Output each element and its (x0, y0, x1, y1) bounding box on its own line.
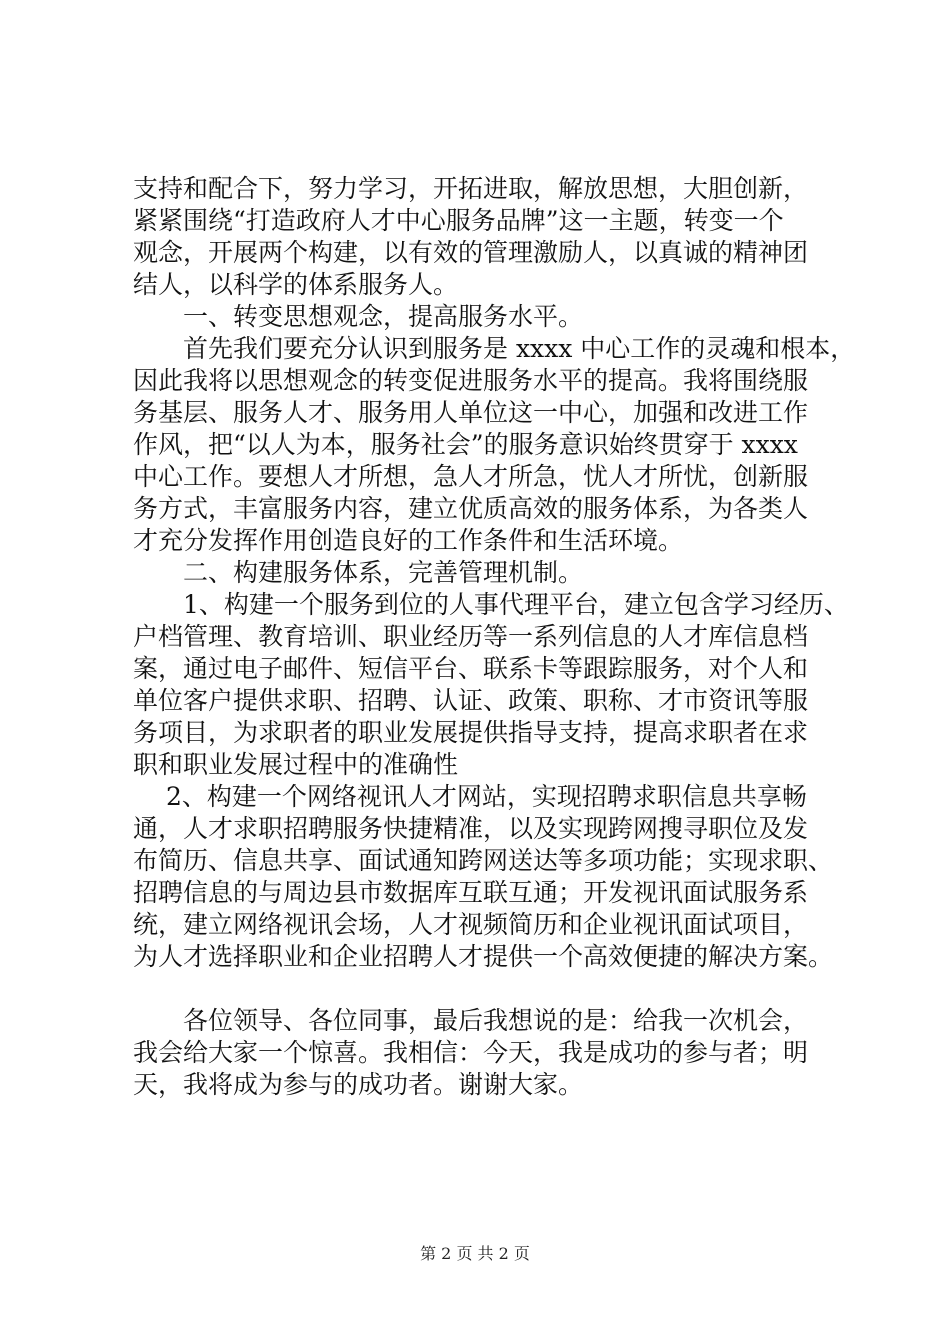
text-line: 为人才选择职业和企业招聘人才提供一个高效便捷的解决方案。 (133, 942, 834, 971)
text-line: 首先我们要充分认识到服务是 xxxx 中心工作的灵魂和根本， (133, 334, 856, 363)
text-line: 天，我将成为参与的成功者。谢谢大家。 (133, 1070, 584, 1099)
text-line: 单位客户提供求职、招聘、认证、政策、职称、才市资讯等服 (133, 686, 809, 715)
text-line: 招聘信息的与周边县市数据库互联互通；开发视讯面试服务系 (133, 878, 809, 907)
text-line: 作风，把“以人为本，服务社会”的服务意识始终贯穿于 xxxx (133, 430, 798, 459)
text-line: 户档管理、教育培训、职业经历等一系列信息的人才库信息档 (133, 622, 809, 651)
text-line: 各位领导、各位同事，最后我想说的是：给我一次机会， (133, 1006, 809, 1035)
text-line: 务方式，丰富服务内容，建立优质高效的服务体系，为各类人 (133, 494, 809, 523)
text-line: 中心工作。要想人才所想，急人才所急，忧人才所忧，创新服 (133, 462, 809, 491)
text-line: 支持和配合下，努力学习，开拓进取，解放思想，大胆创新， (133, 174, 809, 203)
text-line: 观念，开展两个构建，以有效的管理激励人，以真诚的精神团 (133, 238, 809, 267)
text-line: 才充分发挥作用创造良好的工作条件和生活环境。 (133, 526, 684, 555)
text-line: 务基层、服务人才、服务用人单位这一中心，加强和改进工作 (133, 398, 809, 427)
text-line: 2、构建一个网络视讯人才网站，实现招聘求职信息共享畅 (133, 782, 807, 811)
text-line: 务项目，为求职者的职业发展提供指导支持，提高求职者在求 (133, 718, 809, 747)
text-line: 结人，以科学的体系服务人。 (133, 270, 459, 299)
text-line: 紧紧围绕“打造政府人才中心服务品牌”这一主题，转变一个 (133, 206, 784, 235)
text-line: 因此我将以思想观念的转变促进服务水平的提高。我将围绕服 (133, 366, 809, 395)
text-line: 职和职业发展过程中的准确性 (133, 750, 459, 779)
text-line: 我会给大家一个惊喜。我相信：今天，我是成功的参与者；明 (133, 1038, 809, 1067)
section-heading: 一、转变思想观念，提高服务水平。 (133, 302, 584, 331)
section-heading: 二、构建服务体系，完善管理机制。 (133, 558, 584, 587)
text-line: 通，人才求职招聘服务快捷精准，以及实现跨网搜寻职位及发 (133, 814, 809, 843)
text-line: 1、构建一个服务到位的人事代理平台，建立包含学习经历、 (133, 590, 849, 619)
page-footer: 第 2 页 共 2 页 (420, 1244, 530, 1263)
text-line: 统，建立网络视讯会场，人才视频简历和企业视讯面试项目， (133, 910, 809, 939)
text-line: 案，通过电子邮件、短信平台、联系卡等跟踪服务，对个人和 (133, 654, 809, 683)
text-line: 布简历、信息共享、面试通知跨网送达等多项功能；实现求职、 (133, 846, 834, 875)
